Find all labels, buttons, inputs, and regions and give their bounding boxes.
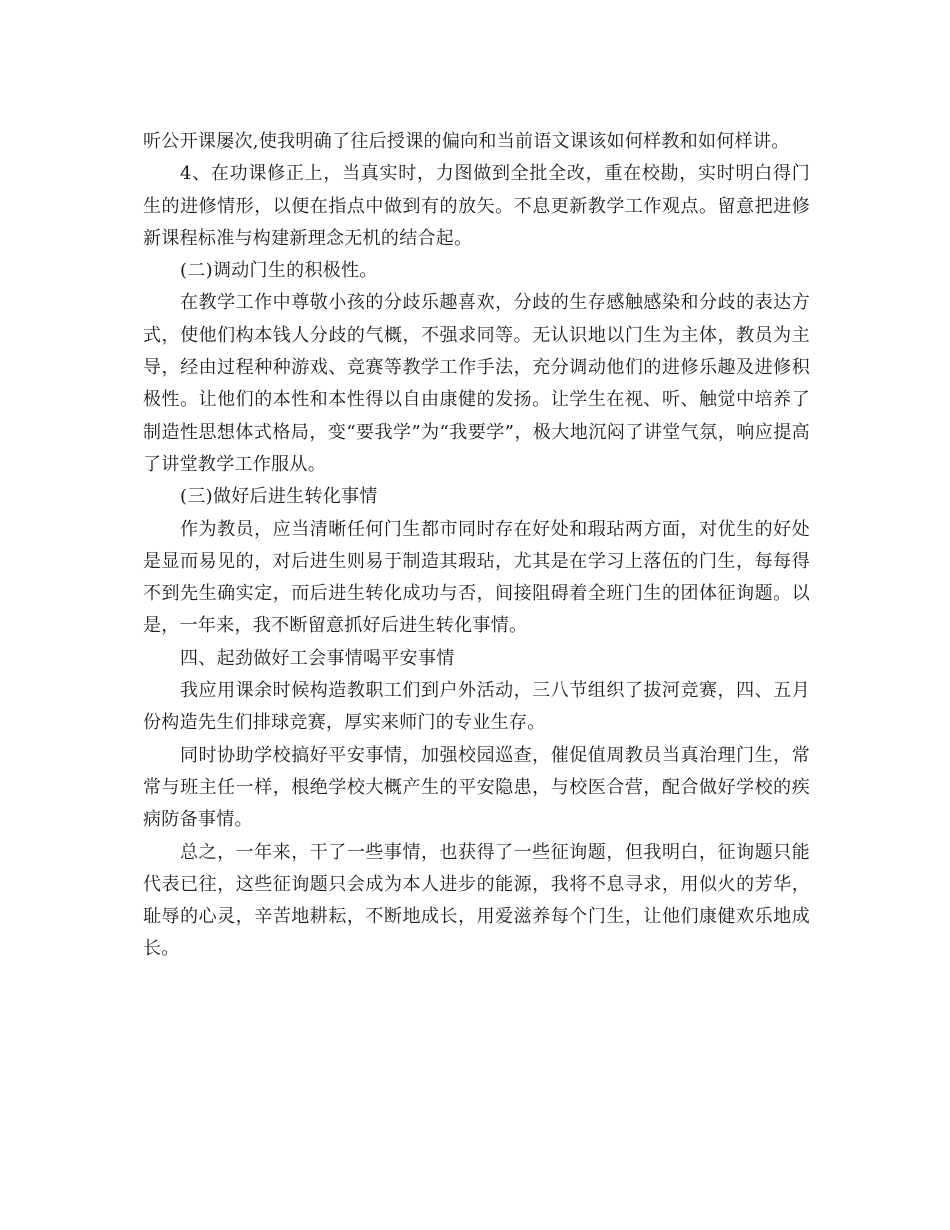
paragraph-homework-correction: 4、在功课修正上，当真实时，力图做到全批全改，重在校勘，实时明白得门生的进修情形，以便在指点中做到有的放矢。不息更新教学工作观点。留意把进修新课程标准与构建新理念无机的结合起。 (143, 163, 810, 249)
paragraph-underachievers: 作为教员，应当清晰任何门生都市同时存在好处和瑕玷两方面，对优生的好处是显而易见的，对后进生则易于制造其瑕玷，尤其是在学习上落伍的门生，每每得不到先生确实定，而后进生转化成功与否，间接阻碍着全班门生的团体征询题。以是，一年来，我不断留意抓好后进生转化事情。 (143, 518, 810, 637)
paragraph-continuation: 听公开课屡次,使我明确了往后授课的偏向和当前语文课该如何样教和如何样讲。 (143, 131, 790, 152)
paragraph-conclusion: 总之，一年来，干了一些事情，也获得了一些征询题，但我明白，征询题只能代表已往，这些征询题只会成为本人进步的能源，我将不息寻求，用似火的芳华，耻辱的心灵，辛苦地耕耘，不断地成长，用爱滋养每个门生，让他们康健欢乐地成长。 (143, 841, 810, 960)
section-heading-union-safety: 四、起劲做好工会事情喝平安事情 (180, 647, 455, 669)
paragraph-safety-work: 同时协助学校搞好平安事情，加强校园巡查，催促值周教员当真治理门生，常常与班主任一样，根绝学校大概产生的平安隐患，与校医合营，配合做好学校的疾病防备事情。 (143, 744, 810, 831)
section-heading-motivate-students: (二)调动门生的积极性。 (180, 260, 378, 282)
section-heading-underachievers: (三)做好后进生转化事情 (180, 486, 378, 508)
paragraph-motivate-students: 在教学工作中尊敬小孩的分歧乐趣喜欢，分歧的生存感触感染和分歧的表达方式，使他们构本钱人分歧的气概，不强求同等。无认识地以门生为主体，教员为主导，经由过程种种游戏、竞赛等教学工作手法，充分调动他们的进修乐趣及进修积极性。让他们的本性和本性得以自由康健的发扬。让学生在视、听、触觉中培养了制造性思想体式格局，变“要我学”为“我要学”，极大地沉闷了讲堂气氛，响应提高了讲堂教学工作服从。 (143, 292, 810, 475)
document-body (143, 126, 810, 966)
paragraph-union-activities: 我应用课余时候构造教职工们到户外活动，三八节组织了拔河竞赛，四、五月份构造先生们排球竞赛，厚实来师门的专业生存。 (143, 680, 810, 734)
